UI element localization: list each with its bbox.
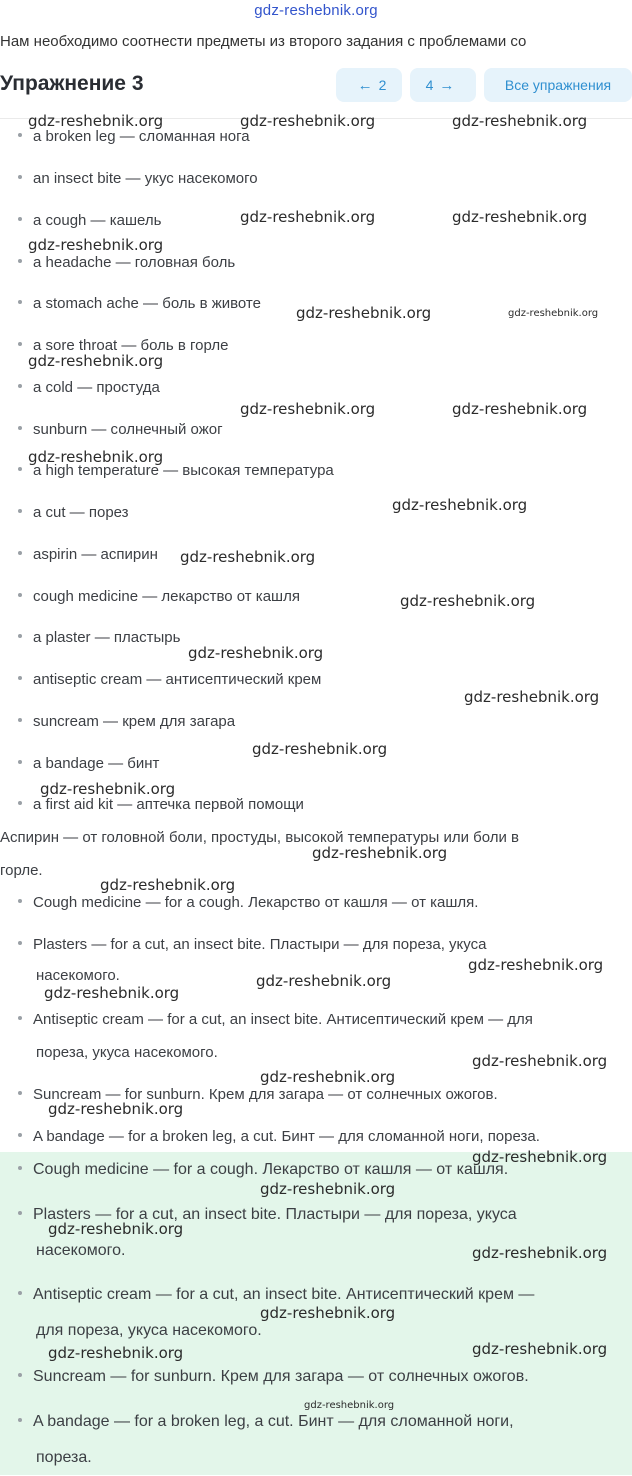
bullet-icon [18, 384, 22, 388]
site-logo[interactable]: gdz-reshebnik.org [254, 2, 378, 19]
intro-text: Нам необходимо соотнести предметы из второго задания с проблемами со [0, 33, 527, 50]
list-item: a high temperature — высокая температура [0, 462, 334, 479]
watermark: gdz-reshebnik.org [472, 1244, 608, 1262]
watermark: gdz-reshebnik.org [28, 112, 164, 130]
list-item: suncream — крем для загара [0, 713, 235, 730]
watermark: gdz-reshebnik.org [40, 780, 176, 798]
list-item: Plasters — for a cut, an insect bite. Пластыри — для пореза, укуса насекомого. [0, 928, 632, 992]
exercise-header [0, 68, 632, 102]
watermark: gdz-reshebnik.org [256, 972, 392, 990]
bullet-icon [18, 1091, 22, 1095]
list-item: a first aid kit — аптечка первой помощи [0, 796, 304, 813]
list-item: a broken leg — сломанная нога [0, 128, 250, 145]
prev-exercise-button[interactable] [336, 68, 402, 102]
bullet-icon [18, 551, 22, 555]
watermark: gdz-reshebnik.org [464, 688, 600, 706]
bullet-icon [18, 1133, 22, 1137]
watermark: gdz-reshebnik.org [240, 400, 376, 418]
watermark: gdz-reshebnik.org [44, 984, 180, 1002]
list-item: a stomach ache — боль в животе [0, 295, 261, 312]
watermark: gdz-reshebnik.org [452, 208, 588, 226]
arrow-left-icon: ← [357, 76, 373, 94]
watermark: gdz-reshebnik.org [392, 496, 528, 514]
list-item: a sore throat — боль в горле [0, 337, 228, 354]
watermark: gdz-reshebnik.org [240, 112, 376, 130]
watermark: gdz-reshebnik.org [252, 740, 388, 758]
watermark: gdz-reshebnik.org [452, 400, 588, 418]
next-exercise-button[interactable] [410, 68, 476, 102]
bullet-icon [18, 593, 22, 597]
watermark: gdz-reshebnik.org [48, 1100, 184, 1118]
page-title: Упражнение 3 [0, 72, 144, 95]
list-item: sunburn — солнечный ожог [0, 421, 223, 438]
bullet-icon [18, 1291, 22, 1295]
watermark: gdz-reshebnik.org [48, 1344, 184, 1362]
aspirin-paragraph [0, 821, 632, 887]
bullet-icon [18, 1016, 22, 1020]
list-item: a headache — головная боль [0, 254, 235, 271]
list-item: an insect bite — укус насекомого [0, 170, 258, 187]
list-item: Cough medicine — for a cough. Лекарство от кашля — от кашля. [0, 886, 632, 919]
watermark: gdz-reshebnik.org [468, 956, 604, 974]
bullet-icon [18, 1211, 22, 1215]
list-item: Antiseptic cream — for a cut, an insect bite. Антисептический крем — для пореза, укуса насекомого. [0, 1277, 632, 1349]
next-exercise-label: 4 [425, 77, 434, 93]
watermark: gdz-reshebnik.org [28, 352, 164, 370]
watermark: gdz-reshebnik.org [508, 308, 599, 319]
bullet-icon [18, 1166, 22, 1170]
bullet-icon [18, 941, 22, 945]
bullet-icon [18, 676, 22, 680]
watermark: gdz-reshebnik.org [296, 304, 432, 322]
divider [0, 118, 632, 119]
bullet-icon [18, 426, 22, 430]
bullet-icon [18, 509, 22, 513]
bullet-icon [18, 175, 22, 179]
list-item: aspirin — аспирин [0, 546, 158, 563]
list-item: antiseptic cream — антисептический крем [0, 671, 321, 688]
watermark: gdz-reshebnik.org [452, 112, 588, 130]
bullet-icon [18, 634, 22, 638]
all-exercises-button[interactable]: Все упражнения [484, 68, 632, 102]
watermark: gdz-reshebnik.org [400, 592, 536, 610]
list-item: Suncream — for sunburn. Крем для загара — от солнечных ожогов. [0, 1078, 632, 1111]
bullet-icon [18, 760, 22, 764]
watermark: gdz-reshebnik.org [28, 236, 164, 254]
watermark: gdz-reshebnik.org [472, 1052, 608, 1070]
watermark: gdz-reshebnik.org [260, 1068, 396, 1086]
bullet-icon [18, 718, 22, 722]
bullet-icon [18, 899, 22, 903]
list-item: A bandage — for a broken leg, a cut. Бинт — для сломанной ноги, пореза. [0, 1120, 632, 1153]
watermark: gdz-reshebnik.org [28, 448, 164, 466]
watermark: gdz-reshebnik.org [304, 1400, 395, 1411]
list-item: A bandage — for a broken leg, a cut. Бинт — для сломанной ноги, пореза. [0, 1404, 632, 1476]
list-item: a cough — кашель [0, 212, 161, 229]
list-item: a cold — простуда [0, 379, 160, 396]
bullet-icon [18, 133, 22, 137]
bullet-icon [18, 259, 22, 263]
list-item: a bandage — бинт [0, 755, 159, 772]
watermark: gdz-reshebnik.org [472, 1148, 608, 1166]
watermark: gdz-reshebnik.org [188, 644, 324, 662]
watermark: gdz-reshebnik.org [240, 208, 376, 226]
watermark: gdz-reshebnik.org [260, 1180, 396, 1198]
aspirin-line-2: горле. [0, 862, 43, 879]
arrow-right-icon: → [439, 76, 455, 94]
bullet-icon [18, 467, 22, 471]
aspirin-line-1: Аспирин — от головной боли, простуды, высокой температуры или боли в [0, 829, 520, 846]
list-item: Cough medicine — for a cough. Лекарство от кашля — от кашля. [0, 1152, 632, 1188]
list-item: Suncream — for sunburn. Крем для загара — от солнечных ожогов. [0, 1359, 632, 1395]
prev-exercise-label: 2 [378, 77, 387, 93]
watermark: gdz-reshebnik.org [312, 844, 448, 862]
list-item: Plasters — for a cut, an insect bite. Пластыри — для пореза, укуса насекомого. [0, 1197, 632, 1269]
bullet-icon [18, 217, 22, 221]
watermark: gdz-reshebnik.org [260, 1304, 396, 1322]
list-item: Antiseptic cream — for a cut, an insect bite. Антисептический крем — для пореза, укуса насекомого. [0, 1003, 632, 1069]
list-item: cough medicine — лекарство от кашля [0, 588, 300, 605]
bullet-icon [18, 801, 22, 805]
watermark: gdz-reshebnik.org [48, 1220, 184, 1238]
watermark: gdz-reshebnik.org [180, 548, 316, 566]
list-item: a cut — порез [0, 504, 129, 521]
bullet-icon [18, 1418, 22, 1422]
bullet-icon [18, 300, 22, 304]
bullet-icon [18, 1373, 22, 1377]
bullet-icon [18, 342, 22, 346]
watermark: gdz-reshebnik.org [472, 1340, 608, 1358]
list-item: a plaster — пластырь [0, 629, 180, 646]
watermark: gdz-reshebnik.org [100, 876, 236, 894]
